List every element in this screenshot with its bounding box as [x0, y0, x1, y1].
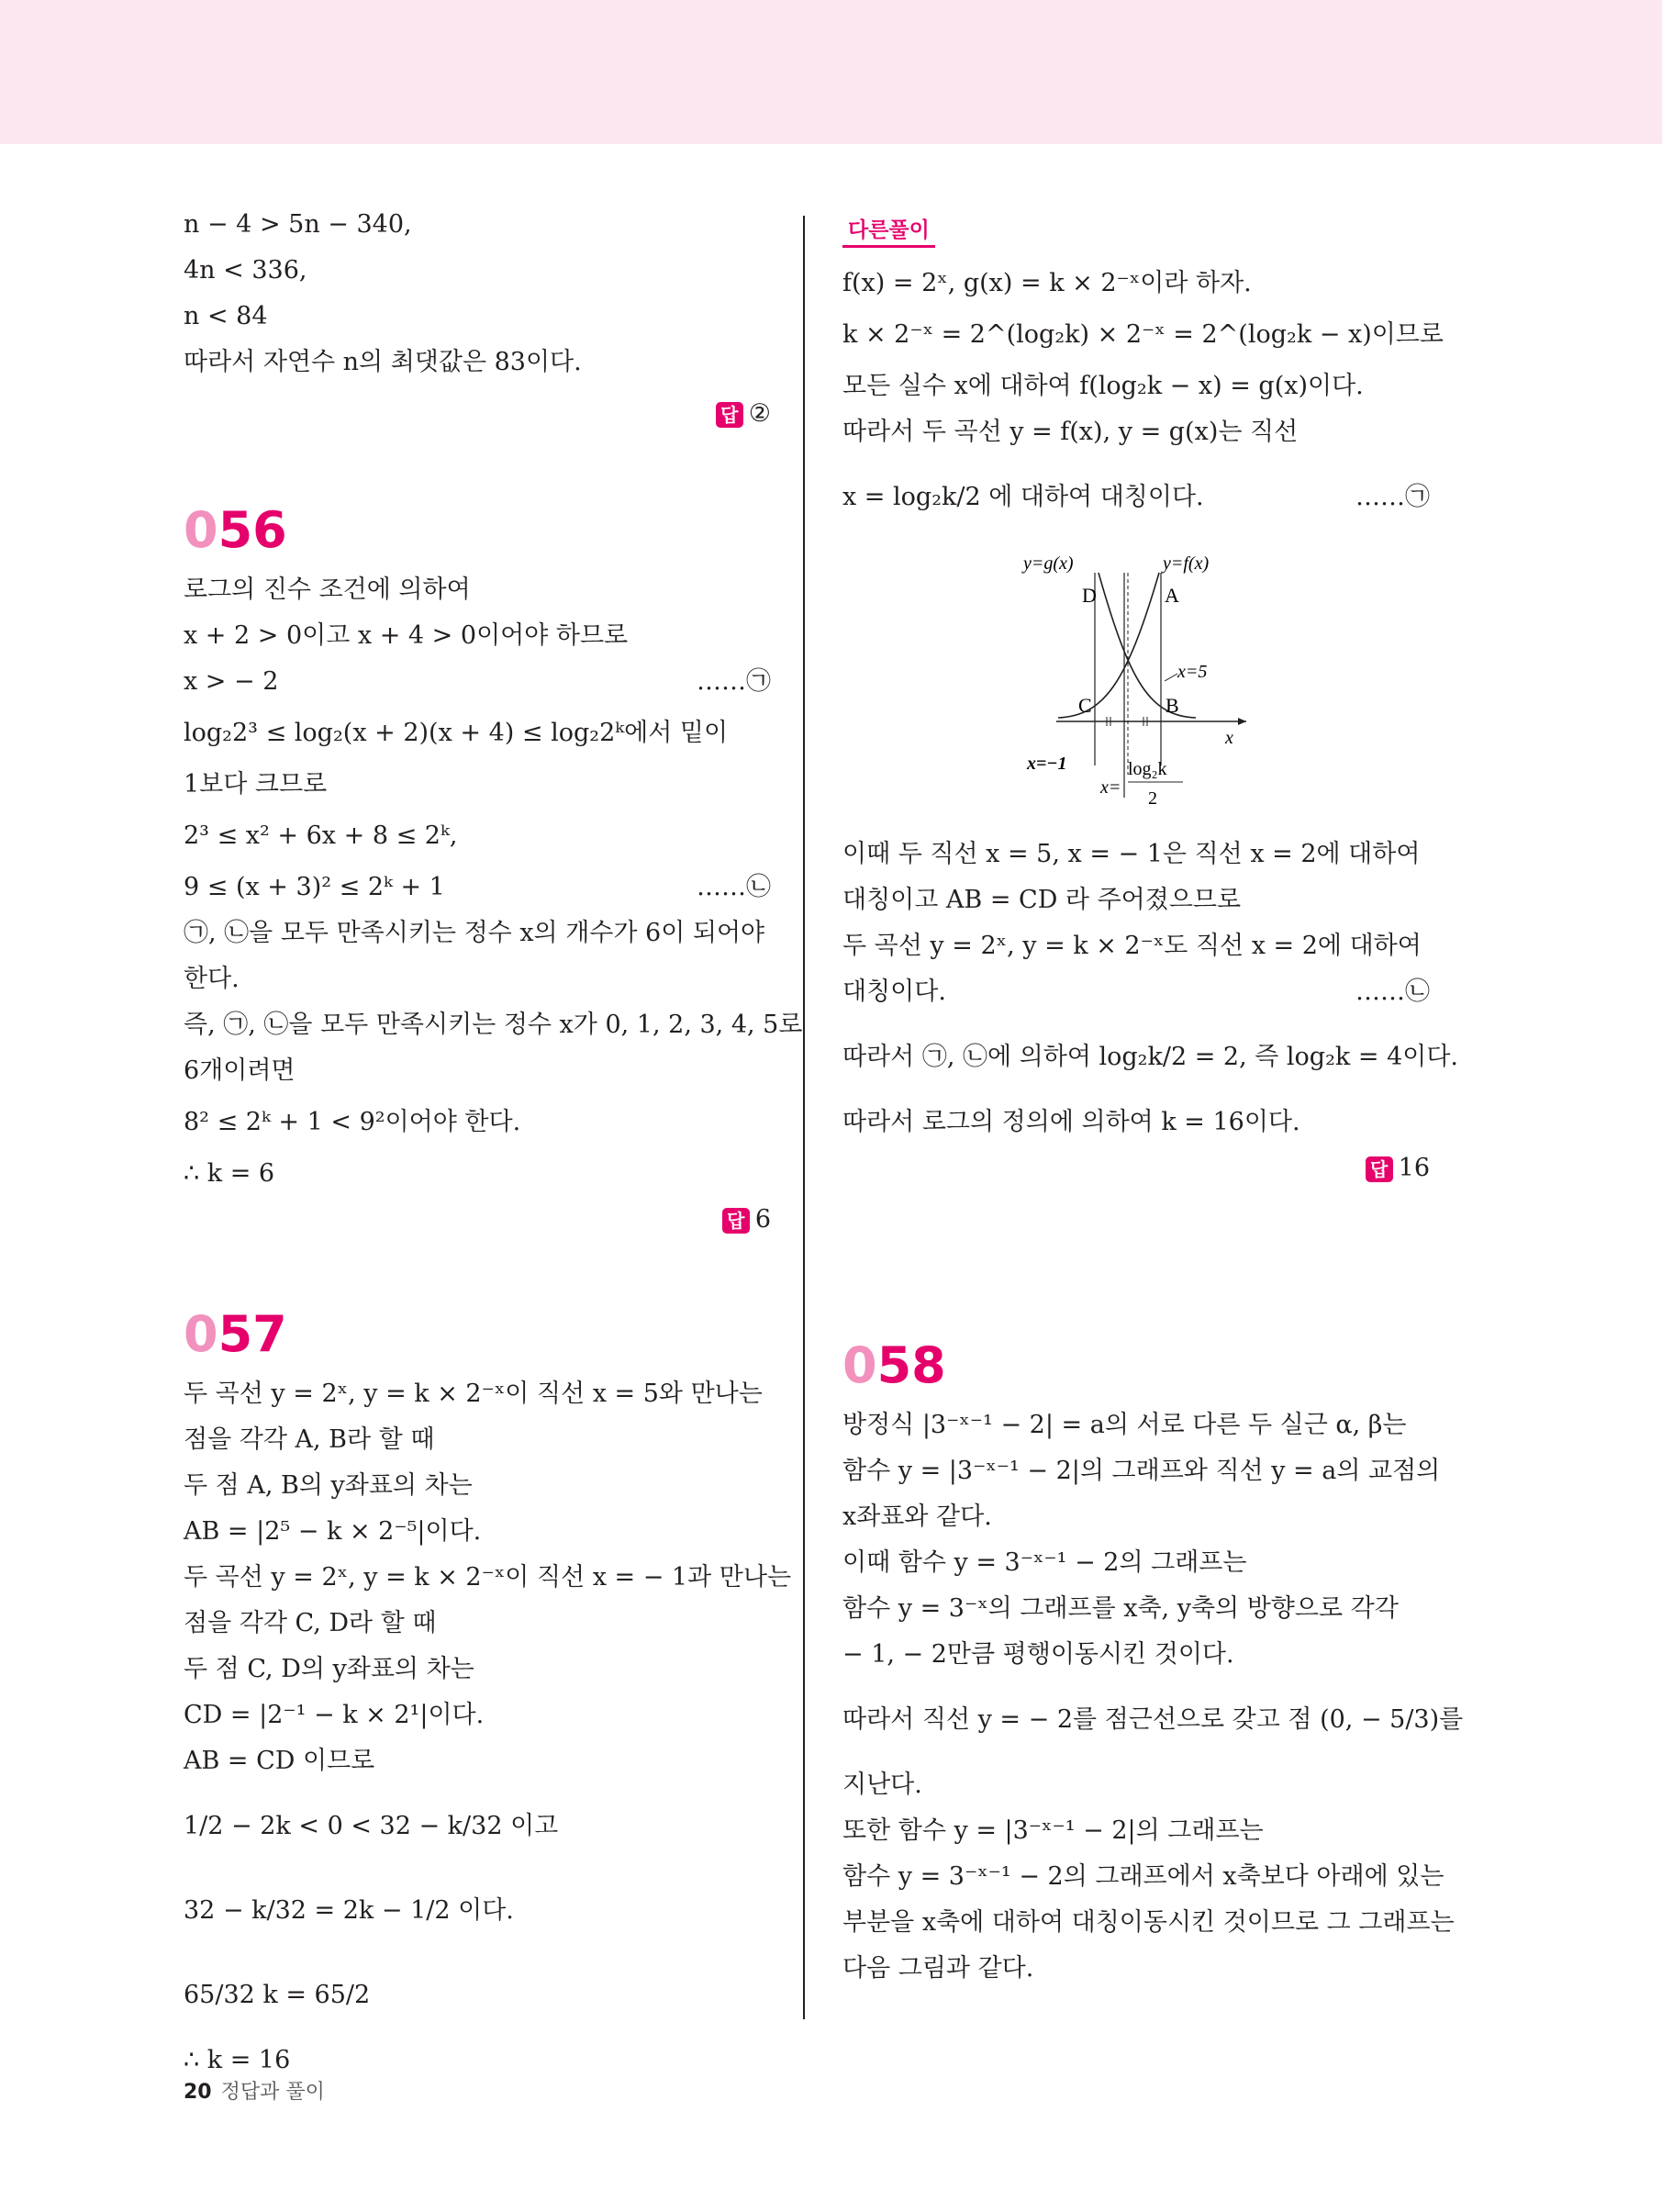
text-line [184, 865, 771, 910]
text-line: ∴ k = 6 [184, 1159, 275, 1188]
label-fraction-numerator: log₂k [1128, 759, 1167, 779]
problem-number-digits: 56 [218, 501, 287, 559]
label-f: y=f(x) [1163, 553, 1210, 574]
text-line: 두 곡선 y = 2ˣ, y = k × 2⁻ˣ이 직선 x = 5와 만나는 [184, 1380, 763, 1408]
text-line: 4n < 336, [184, 256, 307, 285]
problem-number-digits: 58 [876, 1336, 946, 1394]
text-line: CD = |2⁻¹ − k × 2¹|이다. [184, 1701, 485, 1729]
text-line: ㉠, ㉡을 모두 만족시키는 정수 x의 개수가 6이 되어야 [184, 919, 765, 947]
equation: 대칭이다. [842, 978, 946, 1006]
text-line: 두 곡선 y = 2ˣ, y = k × 2⁻ˣ이 직선 x = − 1과 만나는 [184, 1563, 792, 1592]
text-line: 방정식 |3⁻ˣ⁻¹ − 2| = a의 서로 다른 두 실근 α, β는 [842, 1411, 1407, 1439]
equation: 9 ≤ (x + 3)² ≤ 2ᵏ + 1 [184, 873, 445, 901]
text-line: 지난다. [842, 1771, 922, 1799]
text-line [184, 659, 771, 705]
answer-badge: 답 [1366, 1156, 1393, 1182]
label-fraction-denominator: 2 [1148, 788, 1157, 809]
text-line: 대칭이고 AB = CD 라 주어졌으므로 [842, 886, 1242, 914]
answer-value: ② [748, 399, 771, 428]
label-x-minus-1: x=−1 [1027, 754, 1067, 774]
top-color-band [0, 0, 1662, 144]
text-line: x + 2 > 0이고 x + 4 > 0이어야 하므로 [184, 621, 629, 650]
text-line: 따라서 ㉠, ㉡에 의하여 log₂k/2 = 2, 즉 log₂k = 4이다. [842, 1043, 1458, 1071]
text-line: 65/32 k = 65/2 [184, 1981, 371, 2009]
text-line: 1/2 − 2k < 0 < 32 − k/32 이고 [184, 1812, 559, 1840]
page-footer [184, 2076, 325, 2105]
text-line: AB = |2⁵ − k × 2⁻⁵|이다. [184, 1517, 482, 1546]
equation-tag: ……㉡ [697, 873, 771, 901]
answer-badge: 답 [716, 402, 743, 428]
text-line: 즉, ㉠, ㉡을 모두 만족시키는 정수 x가 0, 1, 2, 3, 4, 5로 [184, 1011, 803, 1039]
text-line: 따라서 두 곡선 y = f(x), y = g(x)는 직선 [842, 418, 1299, 446]
text-line: 따라서 로그의 정의에 의하여 k = 16이다. [842, 1108, 1300, 1136]
text-line: AB = CD 이므로 [184, 1747, 375, 1775]
problem-number-prefix: 0 [184, 1305, 218, 1363]
label-g: y=g(x) [1023, 553, 1074, 574]
text-line [842, 455, 1430, 540]
text-line: 함수 y = 3⁻ˣ의 그래프를 x축, y축의 방향으로 각각 [842, 1594, 1399, 1623]
text-line: 두 곡선 y = 2ˣ, y = k × 2⁻ˣ도 직선 x = 2에 대하여 [842, 932, 1422, 960]
text-line: 함수 y = 3⁻ˣ⁻¹ − 2의 그래프에서 x축보다 아래에 있는 [842, 1862, 1444, 1891]
answer-line [184, 391, 771, 437]
left-column [184, 202, 803, 2084]
text-line: 두 점 C, D의 y좌표의 차는 [184, 1655, 474, 1683]
label-x5: x=5 [1177, 662, 1208, 682]
text-line: 2³ ≤ x² + 6x + 8 ≤ 2ᵏ, [184, 821, 458, 850]
label-x-eq: x= [1100, 777, 1121, 798]
problem-number [842, 1329, 1430, 1402]
page-number: 20 [184, 2081, 212, 2104]
label-B: B [1166, 694, 1179, 717]
problem-number [184, 494, 771, 567]
problem-number-prefix: 0 [842, 1336, 877, 1394]
text-line: 모든 실수 x에 대하여 f(log₂k − x) = g(x)이다. [842, 372, 1364, 400]
equation: x = log₂k/2 에 대하여 대칭이다. [842, 483, 1204, 511]
label-A: A [1165, 584, 1179, 607]
text-line: 두 점 A, B의 y좌표의 차는 [184, 1471, 473, 1500]
text-line: − 1, − 2만큼 평행이동시킨 것이다. [842, 1640, 1234, 1669]
text-line: 한다. [184, 965, 240, 993]
graph-svg [1021, 545, 1251, 821]
answer-badge: 답 [722, 1208, 750, 1234]
problem-number-digits: 57 [218, 1305, 287, 1363]
leader-line [1165, 674, 1177, 681]
footer-title: 정답과 풀이 [220, 2081, 325, 2104]
text-line: 8² ≤ 2ᵏ + 1 < 9²이어야 한다. [184, 1108, 521, 1136]
text-line: ∴ k = 16 [184, 2046, 291, 2074]
equation: x > − 2 [184, 667, 279, 696]
text-line: f(x) = 2ˣ, g(x) = k × 2⁻ˣ이라 하자. [842, 269, 1252, 297]
problem-number-prefix: 0 [184, 501, 218, 559]
text-line: 로그의 진수 조건에 의하여 [184, 575, 471, 604]
label-C: C [1078, 694, 1092, 717]
column-divider [803, 216, 805, 2019]
equation-tag: ……㉠ [1355, 483, 1430, 511]
text-line: 32 − k/32 = 2k − 1/2 이다. [184, 1896, 514, 1925]
answer-line [842, 1145, 1430, 1191]
text-line [842, 969, 1430, 1015]
text-line: 6개이려면 [184, 1056, 296, 1085]
alternative-solution-badge: 다른풀이 [842, 213, 935, 248]
text-line: 함수 y = |3⁻ˣ⁻¹ − 2|의 그래프와 직선 y = a의 교점의 [842, 1457, 1441, 1485]
text-line: 따라서 직선 y = − 2를 점근선으로 갖고 점 (0, − 5/3)를 [842, 1705, 1464, 1734]
text-line: 이때 함수 y = 3⁻ˣ⁻¹ − 2의 그래프는 [842, 1548, 1247, 1577]
text-line: n − 4 > 5n − 340, [184, 210, 412, 239]
text-line: 점을 각각 C, D라 할 때 [184, 1609, 437, 1637]
text-line: n < 84 [184, 302, 268, 330]
answer-value: 16 [1398, 1154, 1430, 1182]
curve-f [1058, 573, 1159, 718]
curve-g [1099, 573, 1196, 718]
text-line: 이때 두 직선 x = 5, x = − 1은 직선 x = 2에 대하여 [842, 840, 1421, 868]
text-line: log₂2³ ≤ log₂(x + 2)(x + 4) ≤ log₂2ᵏ에서 밑이 [184, 719, 729, 747]
text-line: 점을 각각 A, B라 할 때 [184, 1425, 435, 1454]
problem-number [184, 1298, 771, 1371]
answer-line [184, 1197, 771, 1243]
text-line: 부분을 x축에 대하여 대칭이동시킨 것이므로 그 그래프는 [842, 1908, 1455, 1937]
label-x-axis: x [1225, 728, 1233, 748]
text-line: 1보다 크므로 [184, 770, 328, 799]
text-line: k × 2⁻ˣ = 2^(log₂k) × 2⁻ˣ = 2^(log₂k − x)이므로 [842, 320, 1444, 349]
equation-tag: ……㉡ [1355, 978, 1430, 1006]
exponential-graph-figure [842, 545, 1430, 821]
label-D: D [1082, 584, 1097, 607]
text-line: x좌표와 같다. [842, 1503, 992, 1531]
answer-value: 6 [754, 1205, 771, 1234]
text-line: 다음 그림과 같다. [842, 1954, 1034, 1983]
x-axis-arrow [1238, 718, 1246, 725]
text-line: 따라서 자연수 n의 최댓값은 83이다. [184, 348, 582, 376]
right-column [842, 213, 1464, 1992]
equation-tag: ……㉠ [697, 667, 771, 696]
text-line: 또한 함수 y = |3⁻ˣ⁻¹ − 2|의 그래프는 [842, 1816, 1264, 1845]
